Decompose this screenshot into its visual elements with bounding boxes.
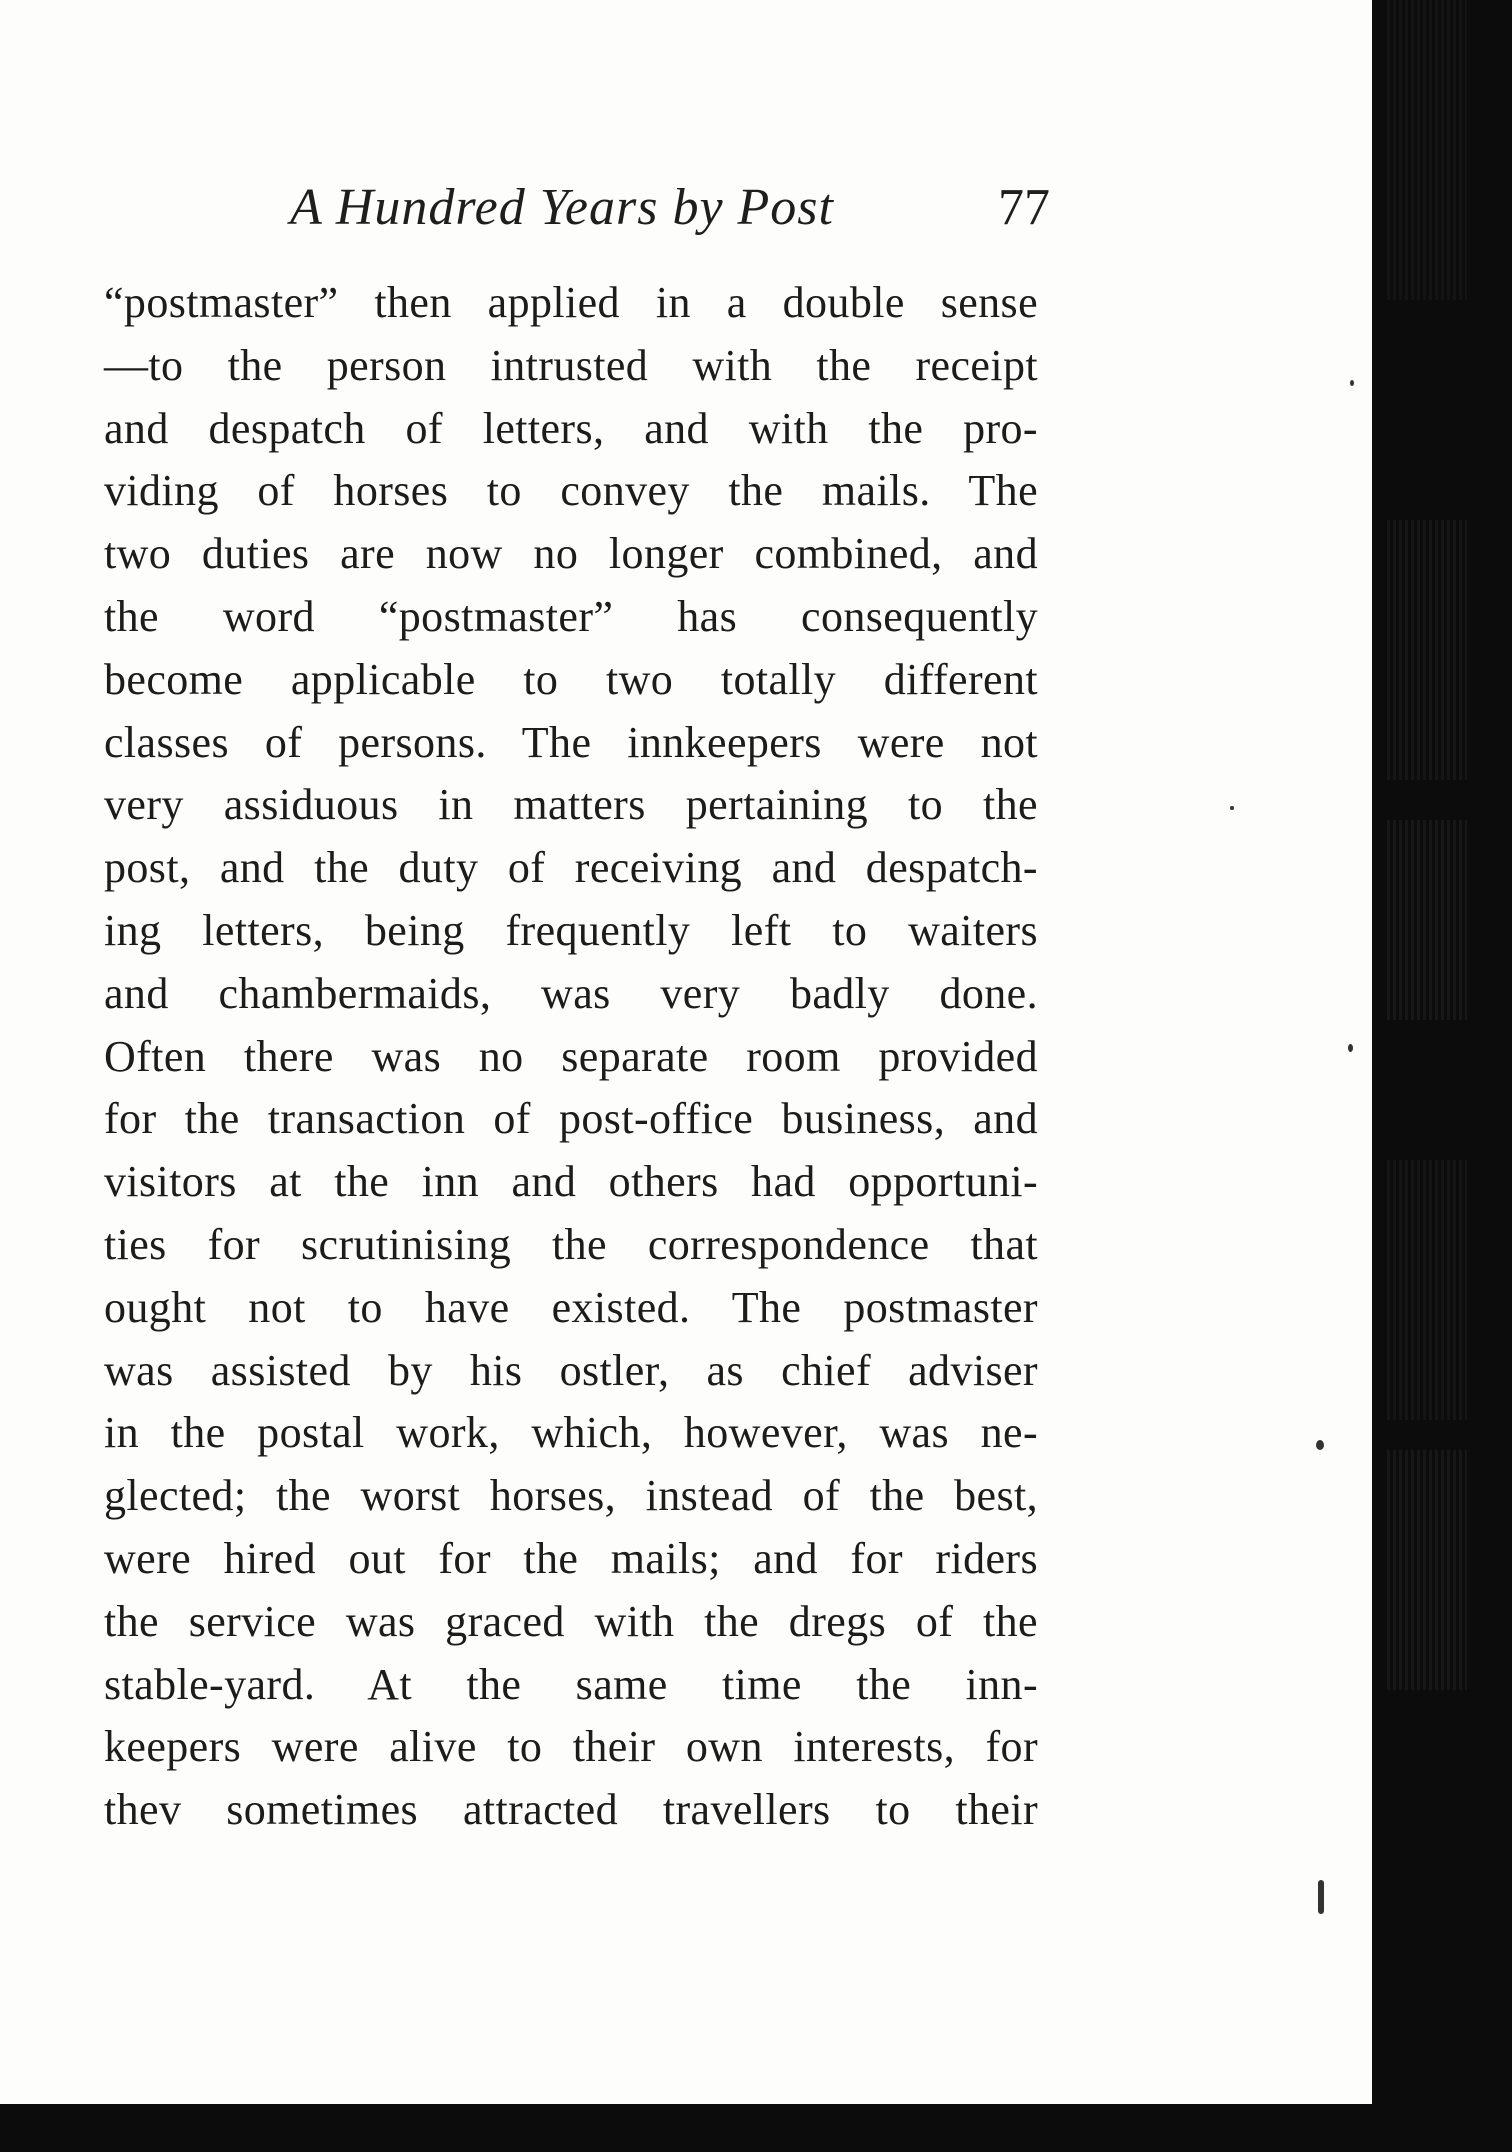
scan-edge-bottom [0,2104,1512,2152]
text-line: Often there was no separate room provided [104,1031,1038,1081]
text-line: very assiduous in matters pertaining to the [104,780,1038,830]
page-number: 77 [998,179,1050,236]
scan-edge-texture [1387,0,1467,300]
text-line: and chambermaids, was very badly done. [104,968,1038,1018]
text-line: glected; the worst horses, instead of the best, [104,1471,1038,1521]
text-line: in the postal work, which, however, was ne- [104,1408,1038,1458]
text-line: become applicable to two totally different [104,654,1038,704]
scan-edge-texture [1387,520,1467,780]
text-line: visitors at the inn and others had opportuni- [104,1157,1038,1207]
text-line: classes of persons. The innkeepers were not [104,717,1038,767]
scan-speck [1350,380,1354,386]
scan-edge-right [1372,0,1512,2152]
text-line: ties for scrutinising the correspondence that [104,1219,1038,1269]
text-line: stable-yard. At the same time the inn- [104,1659,1038,1709]
scan-speck [1316,1440,1324,1450]
scan-speck [1318,1880,1324,1914]
body-text [104,272,1038,1842]
text-line: ought not to have existed. The postmaster [104,1282,1038,1332]
text-line: was assisted by his ostler, as chief adviser [104,1345,1038,1395]
text-line: two duties are now no longer combined, and [104,529,1038,579]
text-line: post, and the duty of receiving and despatch- [104,843,1038,893]
text-line: were hired out for the mails; and for riders [104,1533,1038,1583]
running-title: A Hundred Years by Post [290,179,834,236]
text-line: “postmaster” then applied in a double sense [104,278,1038,327]
text-line: —to the person intrusted with the receipt [104,340,1038,390]
text-line: for the transaction of post-office business, and [104,1094,1038,1144]
scan-speck [1348,1044,1353,1052]
text-line: thev sometimes attracted travellers to their [104,1785,1038,1835]
text-line: the word “postmaster” has consequently [104,591,1038,641]
page-header [290,178,1050,248]
text-line: and despatch of letters, and with the pro- [104,403,1038,453]
scan-edge-texture [1387,1160,1467,1420]
text-line: ing letters, being frequently left to waiters [104,905,1038,955]
scan-speck [1230,806,1234,810]
scan-edge-texture [1387,1450,1467,1690]
text-line: viding of horses to convey the mails. The [104,466,1038,516]
text-line: keepers were alive to their own interests, for [104,1722,1038,1772]
scan-edge-texture [1387,820,1467,1020]
text-line: the service was graced with the dregs of the [104,1596,1038,1646]
